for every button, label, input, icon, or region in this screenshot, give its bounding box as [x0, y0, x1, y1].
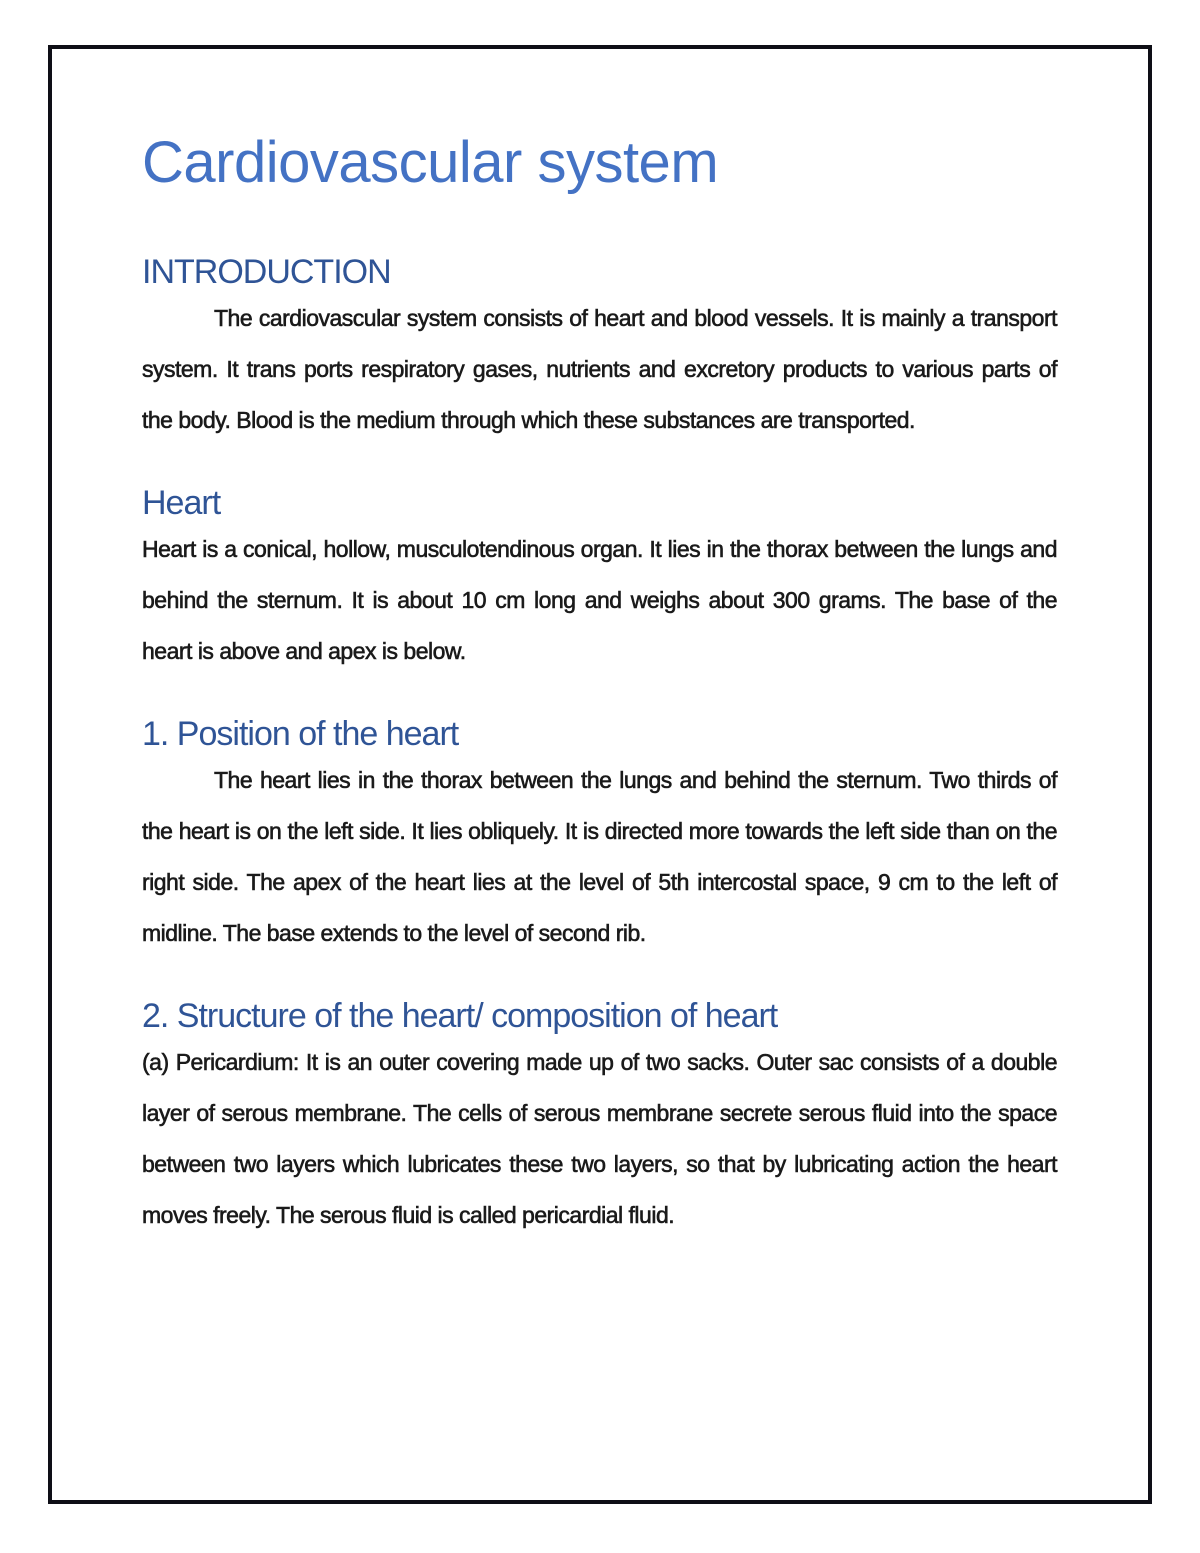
section-position-of-heart: [142, 713, 1057, 959]
paragraph-introduction: The cardiovascular system consists of heart and blood vessels. It is mainly a transport system. It trans ports respiratory gases, nutrients and excretory products to various parts of the body. Blood is the medium through which these substances are transported.: [142, 305, 1057, 433]
paragraph-position-of-heart: The heart lies in the thorax between the lungs and behind the sternum. Two thirds of the heart is on the left side. It lies obliquely. It is directed more towards the left side than on the right side. The apex of the heart lies at the level of 5th intercostal space, 9 cm to the left of midline. The base extends to the level of second rib.: [142, 767, 1057, 946]
section-heading-heart: Heart: [142, 484, 221, 522]
section-structure-of-heart: [142, 995, 1057, 1241]
section-heading-introduction: INTRODUCTION: [142, 253, 391, 291]
paragraph-structure-of-heart: (a) Pericardium: It is an outer covering made up of two sacks. Outer sac consists of a double layer of serous membrane. The cells of serous membrane secrete serous fluid into the space between two layers which lubricates these two layers, so that by lubricating action the heart moves freely. The serous fluid is called pericardial fluid.: [142, 1049, 1057, 1228]
section-heading-position-of-heart: 1. Position of the heart: [142, 715, 459, 753]
section-heading-structure-of-heart: 2. Structure of the heart/ composition of heart: [142, 997, 778, 1035]
document-content: [142, 45, 1057, 1241]
document-title: Cardiovascular system: [142, 130, 719, 195]
section-introduction: [142, 251, 1057, 446]
section-heart: [142, 482, 1057, 677]
paragraph-heart: Heart is a conical, hollow, musculotendinous organ. It lies in the thorax between the lungs and behind the sternum. It is about 10 cm long and weighs about 300 grams. The base of the heart is above and apex is below.: [142, 536, 1057, 664]
